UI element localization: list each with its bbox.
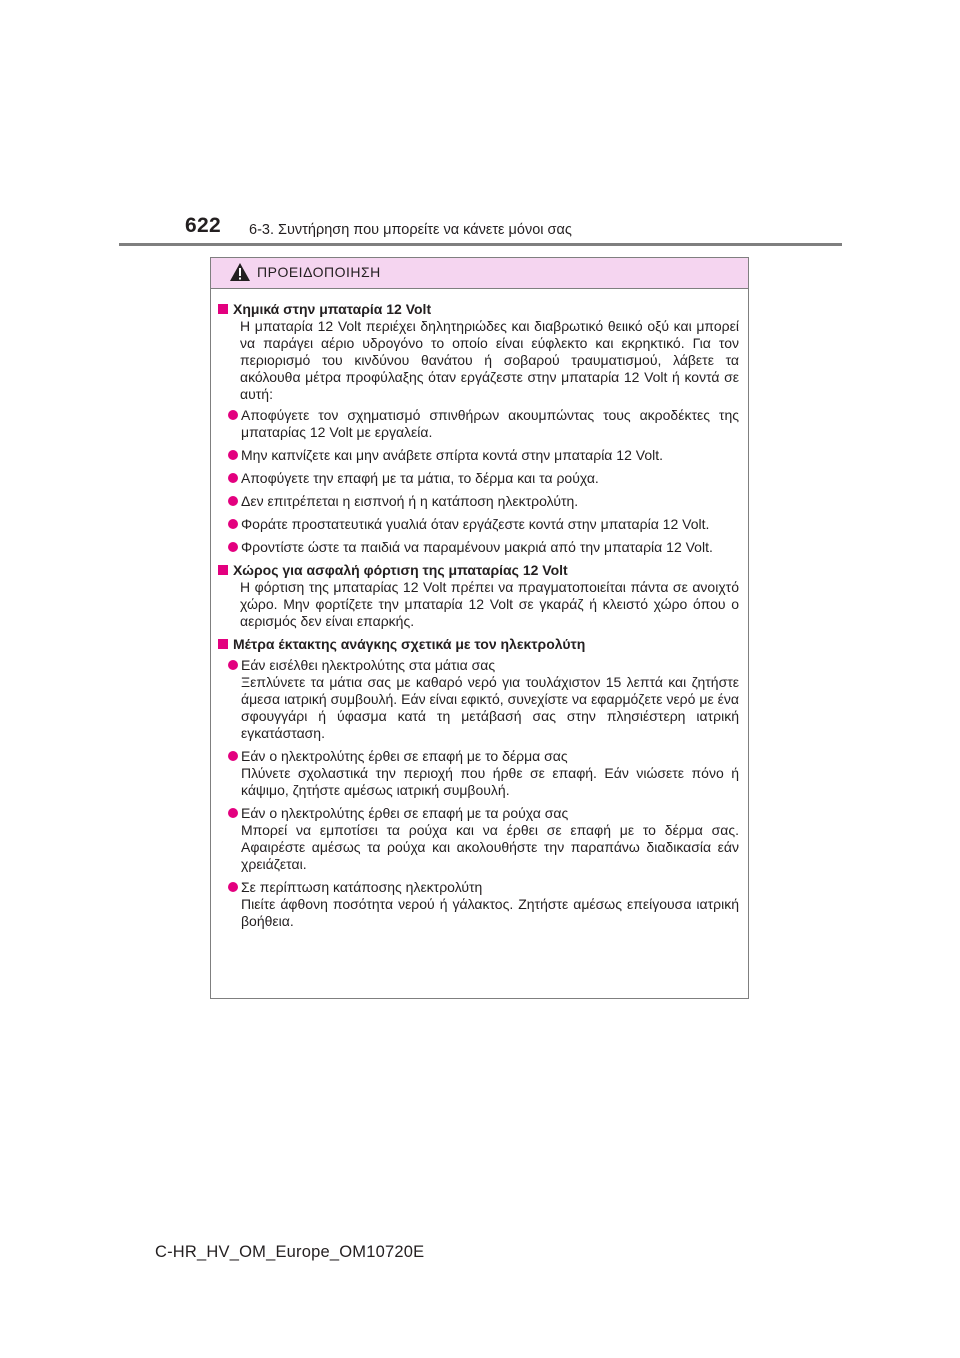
warning-body	[211, 289, 748, 930]
list-item-text: Φροντίστε ώστε τα παιδιά να παραμένουν μακριά από την μπαταρία 12 Volt.	[241, 539, 713, 555]
list-item	[228, 470, 739, 487]
section-paragraph: Η φόρτιση της μπαταρίας 12 Volt πρέπει να πραγματοποιείται πάντα σε ανοιχτό χώρο. Μην φορτίζετε την μπαταρία 12 Volt σε γκαράζ ή κλειστό χώρο όπου ο αερισμός δεν είναι επαρκής.	[240, 579, 739, 629]
list-item-content	[241, 748, 739, 799]
warning-title: ΠΡΟΕΙΔΟΠΟΙΗΣΗ	[257, 264, 381, 280]
list-item	[228, 407, 739, 441]
circle-bullet-icon	[228, 542, 238, 552]
list-item-lead: Σε περίπτωση κατάποσης ηλεκτρολύτη	[241, 879, 483, 895]
circle-bullet-icon	[228, 450, 238, 460]
section-heading-text: Μέτρα έκτακτης ανάγκης σχετικά με τον ηλεκτρολύτη	[233, 636, 586, 652]
list-item-lead: Εάν ο ηλεκτρολύτης έρθει σε επαφή με τα ρούχα σας	[241, 805, 569, 821]
page-number: 622	[185, 214, 221, 237]
list-item-text: Αποφύγετε την επαφή με τα μάτια, το δέρμα και τα ρούχα.	[241, 470, 599, 486]
list-item-content	[241, 879, 739, 930]
list-item-text: Ξεπλύνετε τα μάτια σας με καθαρό νερό για τουλάχιστον 15 λεπτά και ζητήστε άμεσα ιατρική συμβουλή. Εάν είναι εφικτό, συνεχίστε να εφαρμόζετε νερό με ένα σφουγγάρι ή ύφασμα κατά τη μετάβασή σας στην πλησιέστερη ιατρική εγκατάσταση.	[241, 674, 739, 741]
warning-box	[210, 257, 749, 999]
circle-bullet-icon	[228, 660, 238, 670]
circle-bullet-icon	[228, 496, 238, 506]
warning-triangle-icon	[229, 262, 251, 282]
section-safe-charging	[218, 562, 739, 630]
list-item-text: Μπορεί να εμποτίσει τα ρούχα και να έρθει σε επαφή με το δέρμα σας. Αφαιρέστε αμέσως τα ρούχα και ακολουθήστε την παραπάνω διαδικασία εάν χρειάζεται.	[241, 822, 739, 872]
square-bullet-icon	[218, 304, 228, 314]
list-item-content	[241, 657, 739, 742]
list-item-text: Φοράτε προστατευτικά γυαλιά όταν εργάζεστε κοντά στην μπαταρία 12 Volt.	[241, 516, 710, 532]
section-battery-chemicals	[218, 301, 739, 556]
footer-doc-code: C-HR_HV_OM_Europe_OM10720E	[155, 1243, 425, 1261]
circle-bullet-icon	[228, 882, 238, 892]
list-item	[228, 539, 739, 556]
square-bullet-icon	[218, 639, 228, 649]
list-item-lead: Εάν ο ηλεκτρολύτης έρθει σε επαφή με το δέρμα σας	[241, 748, 568, 764]
circle-bullet-icon	[228, 410, 238, 420]
section-heading	[218, 562, 739, 579]
section-heading-text: Χημικά στην μπαταρία 12 Volt	[233, 301, 432, 317]
list-item-content	[241, 805, 739, 873]
section-heading	[218, 301, 739, 318]
section-title: 6-3. Συντήρηση που μπορείτε να κάνετε μόνοι σας	[249, 222, 572, 238]
square-bullet-icon	[218, 565, 228, 575]
section-paragraph: Η μπαταρία 12 Volt περιέχει δηλητηριώδες και διαβρωτικό θειικό οξύ και μπορεί να παράγει αέριο υδρογόνο το οποίο είναι εύφλεκτο και εκρηκτικό. Για τον περιορισμό του κινδύνου θανάτου ή σοβαρού τραυματισμού, λάβετε τα ακόλουθα μέτρα προφύλαξης όταν εργάζεστε στην μπαταρία 12 Volt ή κοντά σε αυτή:	[240, 318, 739, 402]
list-item	[228, 493, 739, 510]
circle-bullet-icon	[228, 519, 238, 529]
list-item-text: Πιείτε άφθονη ποσότητα νερού ή γάλακτος. Ζητήστε αμέσως επείγουσα ιατρική βοήθεια.	[241, 896, 739, 929]
list-item-text: Μην καπνίζετε και μην ανάβετε σπίρτα κοντά στην μπαταρία 12 Volt.	[241, 447, 663, 463]
list-item-text: Δεν επιτρέπεται η εισπνοή ή η κατάποση ηλεκτρολύτη.	[241, 493, 579, 509]
list-item	[228, 879, 739, 930]
list-item	[228, 447, 739, 464]
section-heading	[218, 636, 739, 653]
circle-bullet-icon	[228, 473, 238, 483]
section-heading-text: Χώρος για ασφαλή φόρτιση της μπαταρίας 12 Volt	[233, 562, 568, 578]
list-item	[228, 748, 739, 799]
list-item-text: Αποφύγετε τον σχηματισμό σπινθήρων ακουμπώντας τους ακροδέκτες της μπαταρίας 12 Volt με εργαλεία.	[241, 407, 739, 440]
list-item	[228, 516, 739, 533]
list-item-text: Πλύνετε σχολαστικά την περιοχή που ήρθε σε επαφή. Εάν νιώσετε πόνο ή κάψιμο, ζητήστε αμέσως ιατρική συμβουλή.	[241, 765, 739, 798]
header-divider	[119, 243, 842, 246]
section-emergency-measures	[218, 636, 739, 930]
circle-bullet-icon	[228, 808, 238, 818]
list-item	[228, 805, 739, 873]
warning-header	[211, 258, 748, 289]
circle-bullet-icon	[228, 751, 238, 761]
bullet-list	[218, 657, 739, 930]
list-item-lead: Εάν εισέλθει ηλεκτρολύτης στα μάτια σας	[241, 657, 496, 673]
list-item	[228, 657, 739, 742]
bullet-list	[218, 407, 739, 556]
